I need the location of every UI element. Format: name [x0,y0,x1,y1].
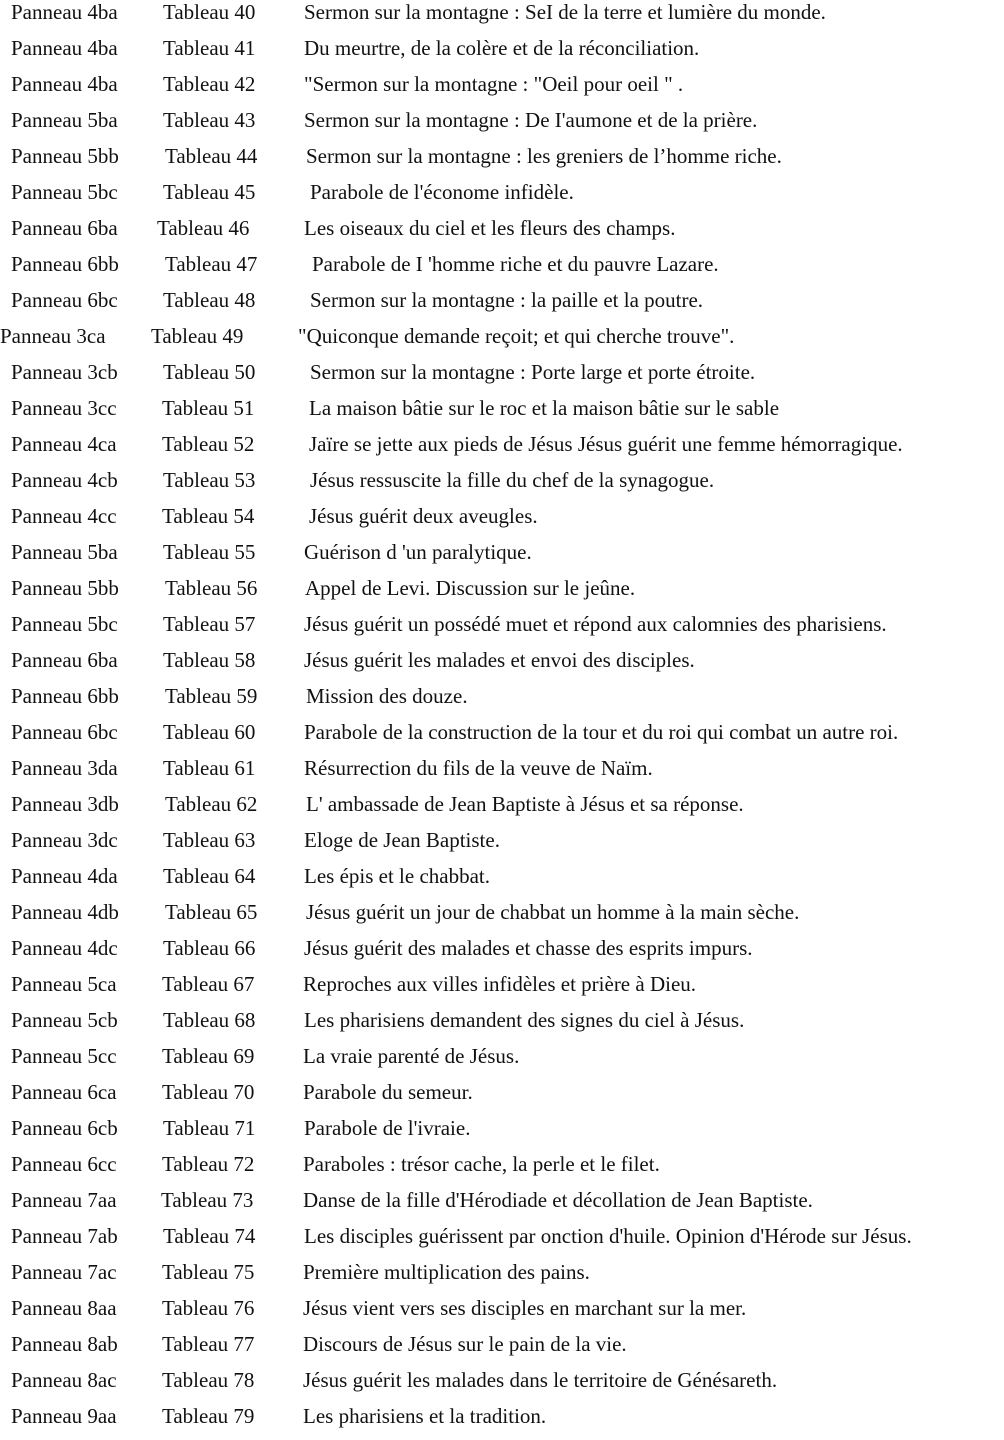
panel-label: Panneau 5bc [11,180,118,204]
panel-label: Panneau 4da [11,864,118,888]
list-item [0,1044,1004,1080]
tableau-description: Résurrection du fils de la veuve de Naïm. [304,756,653,780]
panel-label: Panneau 5cb [11,1008,118,1032]
panel-label: Panneau 6ba [11,648,118,672]
list-item [0,612,1004,648]
panel-label: Panneau 3cc [11,396,117,420]
panel-label: Panneau 6bb [11,684,119,708]
tableau-label: Tableau 41 [163,36,256,60]
tableau-description: Guérison d 'un paralytique. [304,540,532,564]
tableau-description: La vraie parenté de Jésus. [303,1044,520,1068]
list-item [0,1008,1004,1044]
tableau-description: Parabole du semeur. [303,1080,473,1104]
panel-label: Panneau 4ca [11,432,117,456]
tableau-label: Tableau 47 [165,252,258,276]
tableau-label: Tableau 69 [162,1044,255,1068]
tableau-label: Tableau 52 [162,432,255,456]
list-item [0,900,1004,936]
tableau-label: Tableau 48 [163,288,256,312]
tableau-description: Eloge de Jean Baptiste. [304,828,500,852]
tableau-label: Tableau 49 [151,324,244,348]
tableau-label: Tableau 43 [163,108,256,132]
tableau-label: Tableau 46 [157,216,250,240]
panel-label: Panneau 3dc [11,828,118,852]
tableau-label: Tableau 76 [162,1296,255,1320]
panel-label: Panneau 8ab [11,1332,118,1356]
panel-label: Panneau 8ac [11,1368,117,1392]
list-item [0,684,1004,720]
tableau-description: Jésus guérit les malades dans le territoire de Génésareth. [303,1368,778,1392]
panel-label: Panneau 3da [11,756,118,780]
panel-label: Panneau 3ca [0,324,106,348]
list-item [0,144,1004,180]
tableau-label: Tableau 75 [162,1260,255,1284]
tableau-label: Tableau 72 [162,1152,255,1176]
tableau-label: Tableau 70 [162,1080,255,1104]
tableau-label: Tableau 45 [163,180,256,204]
tableau-label: Tableau 71 [163,1116,256,1140]
tableau-description: L' ambassade de Jean Baptiste à Jésus et sa réponse. [306,792,744,816]
tableau-label: Tableau 57 [163,612,256,636]
tableau-label: Tableau 63 [163,828,256,852]
tableau-label: Tableau 68 [163,1008,256,1032]
tableau-description: Jésus guérit un possédé muet et répond aux calomnies des pharisiens. [304,612,887,636]
list-item [0,504,1004,540]
list-item [0,1368,1004,1404]
panel-label: Panneau 4ba [11,72,118,96]
tableau-description: Jésus ressuscite la fille du chef de la synagogue. [310,468,715,492]
tableau-label: Tableau 78 [162,1368,255,1392]
list-item [0,1404,1004,1440]
tableau-label: Tableau 55 [163,540,256,564]
list-item [0,756,1004,792]
tableau-label: Tableau 54 [162,504,255,528]
tableau-description: Les épis et le chabbat. [304,864,491,888]
list-item [0,108,1004,144]
tableau-description: Jésus vient vers ses disciples en marchant sur la mer. [303,1296,747,1320]
panel-label: Panneau 5ca [11,972,117,996]
tableau-label: Tableau 64 [163,864,256,888]
tableau-description: Du meurtre, de la colère et de la réconciliation. [304,36,700,60]
panel-label: Panneau 6bc [11,288,118,312]
tableau-label: Tableau 58 [163,648,256,672]
tableau-label: Tableau 65 [165,900,258,924]
list-item [0,936,1004,972]
tableau-description: "Sermon sur la montagne : "Oeil pour oeil " . [304,72,684,96]
tableau-label: Tableau 79 [162,1404,255,1428]
tableau-description: Jaïre se jette aux pieds de Jésus Jésus guérit une femme hémorragique. [309,432,903,456]
panel-label: Panneau 3cb [11,360,118,384]
list-item [0,1080,1004,1116]
panel-label: Panneau 5ba [11,540,118,564]
tableau-description: "Quiconque demande reçoit; et qui cherche trouve". [298,324,735,348]
list-item [0,72,1004,108]
tableau-description: Sermon sur la montagne : les greniers de l’homme riche. [306,144,782,168]
tableau-label: Tableau 44 [165,144,258,168]
tableau-label: Tableau 66 [163,936,256,960]
panel-label: Panneau 3db [11,792,119,816]
tableau-description: Appel de Levi. Discussion sur le jeûne. [305,576,636,600]
tableau-label: Tableau 51 [162,396,255,420]
list-item [0,792,1004,828]
panel-label: Panneau 5bc [11,612,118,636]
list-item [0,1296,1004,1332]
list-item [0,180,1004,216]
panel-label: Panneau 4ba [11,36,118,60]
panel-label: Panneau 4ba [11,0,118,24]
list-item [0,648,1004,684]
tableau-description: Danse de la fille d'Hérodiade et décollation de Jean Baptiste. [303,1188,813,1212]
list-item [0,324,1004,360]
tableau-label: Tableau 50 [163,360,256,384]
panel-label: Panneau 4db [11,900,119,924]
list-item [0,288,1004,324]
tableau-label: Tableau 56 [165,576,258,600]
tableau-label: Tableau 42 [163,72,256,96]
list-item [0,360,1004,396]
list-item [0,432,1004,468]
panel-label: Panneau 7ac [11,1260,117,1284]
tableau-description: Jésus guérit deux aveugles. [309,504,538,528]
tableau-description: Sermon sur la montagne : Porte large et porte étroite. [310,360,756,384]
tableau-description: Parabole de I 'homme riche et du pauvre Lazare. [312,252,719,276]
list-item [0,396,1004,432]
panel-label: Panneau 6ba [11,216,118,240]
tableau-description: Discours de Jésus sur le pain de la vie. [303,1332,627,1356]
panel-label: Panneau 6cb [11,1116,118,1140]
list-item [0,864,1004,900]
tableau-label: Tableau 62 [165,792,258,816]
panel-label: Panneau 7ab [11,1224,118,1248]
panel-label: Panneau 5ba [11,108,118,132]
panel-label: Panneau 4cb [11,468,118,492]
list-item [0,1116,1004,1152]
list-item [0,576,1004,612]
tableau-description: Jésus guérit des malades et chasse des esprits impurs. [304,936,753,960]
panel-label: Panneau 4dc [11,936,118,960]
list-item [0,828,1004,864]
tableau-description: Les pharisiens et la tradition. [303,1404,547,1428]
tableau-description: Jésus guérit un jour de chabbat un homme à la main sèche. [306,900,800,924]
panel-label: Panneau 7aa [11,1188,117,1212]
panel-label: Panneau 6bb [11,252,119,276]
list-item [0,720,1004,756]
tableau-description: Les oiseaux du ciel et les fleurs des champs. [304,216,676,240]
panel-label: Panneau 6cc [11,1152,117,1176]
list-item [0,0,1004,36]
tableau-description: Première multiplication des pains. [303,1260,590,1284]
panel-label: Panneau 5cc [11,1044,117,1068]
list-item [0,1260,1004,1296]
panel-label: Panneau 4cc [11,504,117,528]
tableau-description: Paraboles : trésor cache, la perle et le filet. [303,1152,660,1176]
list-item [0,1332,1004,1368]
list-item [0,216,1004,252]
panel-label: Panneau 6ca [11,1080,117,1104]
tableau-label: Tableau 74 [163,1224,256,1248]
list-item [0,468,1004,504]
tableau-label: Tableau 60 [163,720,256,744]
tableau-description: Les pharisiens demandent des signes du ciel à Jésus. [304,1008,745,1032]
tableau-label: Tableau 77 [162,1332,255,1356]
list-item [0,1224,1004,1260]
tableau-description: Sermon sur la montagne : De I'aumone et de la prière. [304,108,758,132]
panel-label: Panneau 6bc [11,720,118,744]
tableau-description: Sermon sur la montagne : SeI de la terre et lumière du monde. [304,0,826,24]
list-item [0,1188,1004,1224]
tableau-label: Tableau 73 [161,1188,254,1212]
tableau-label: Tableau 53 [163,468,256,492]
tableau-label: Tableau 59 [165,684,258,708]
panel-label: Panneau 5bb [11,144,119,168]
list-item [0,540,1004,576]
list-item [0,1152,1004,1188]
tableau-description: La maison bâtie sur le roc et la maison bâtie sur le sable [309,396,780,420]
list-item [0,36,1004,72]
tableau-label: Tableau 67 [162,972,255,996]
list-item [0,972,1004,1008]
panel-label: Panneau 8aa [11,1296,117,1320]
tableau-description: Les disciples guérissent par onction d'huile. Opinion d'Hérode sur Jésus. [304,1224,912,1248]
tableau-description: Jésus guérit les malades et envoi des disciples. [304,648,695,672]
tableau-label: Tableau 61 [163,756,256,780]
tableau-description: Parabole de l'ivraie. [304,1116,471,1140]
tableau-description: Parabole de l'économe infidèle. [310,180,574,204]
list-item [0,252,1004,288]
tableau-description: Parabole de la construction de la tour et du roi qui combat un autre roi. [304,720,899,744]
tableau-description: Sermon sur la montagne : la paille et la poutre. [310,288,704,312]
panel-label: Panneau 5bb [11,576,119,600]
tableau-label: Tableau 40 [163,0,256,24]
tableau-description: Reproches aux villes infidèles et prière à Dieu. [303,972,697,996]
panel-label: Panneau 9aa [11,1404,117,1428]
tableau-description: Mission des douze. [306,684,468,708]
